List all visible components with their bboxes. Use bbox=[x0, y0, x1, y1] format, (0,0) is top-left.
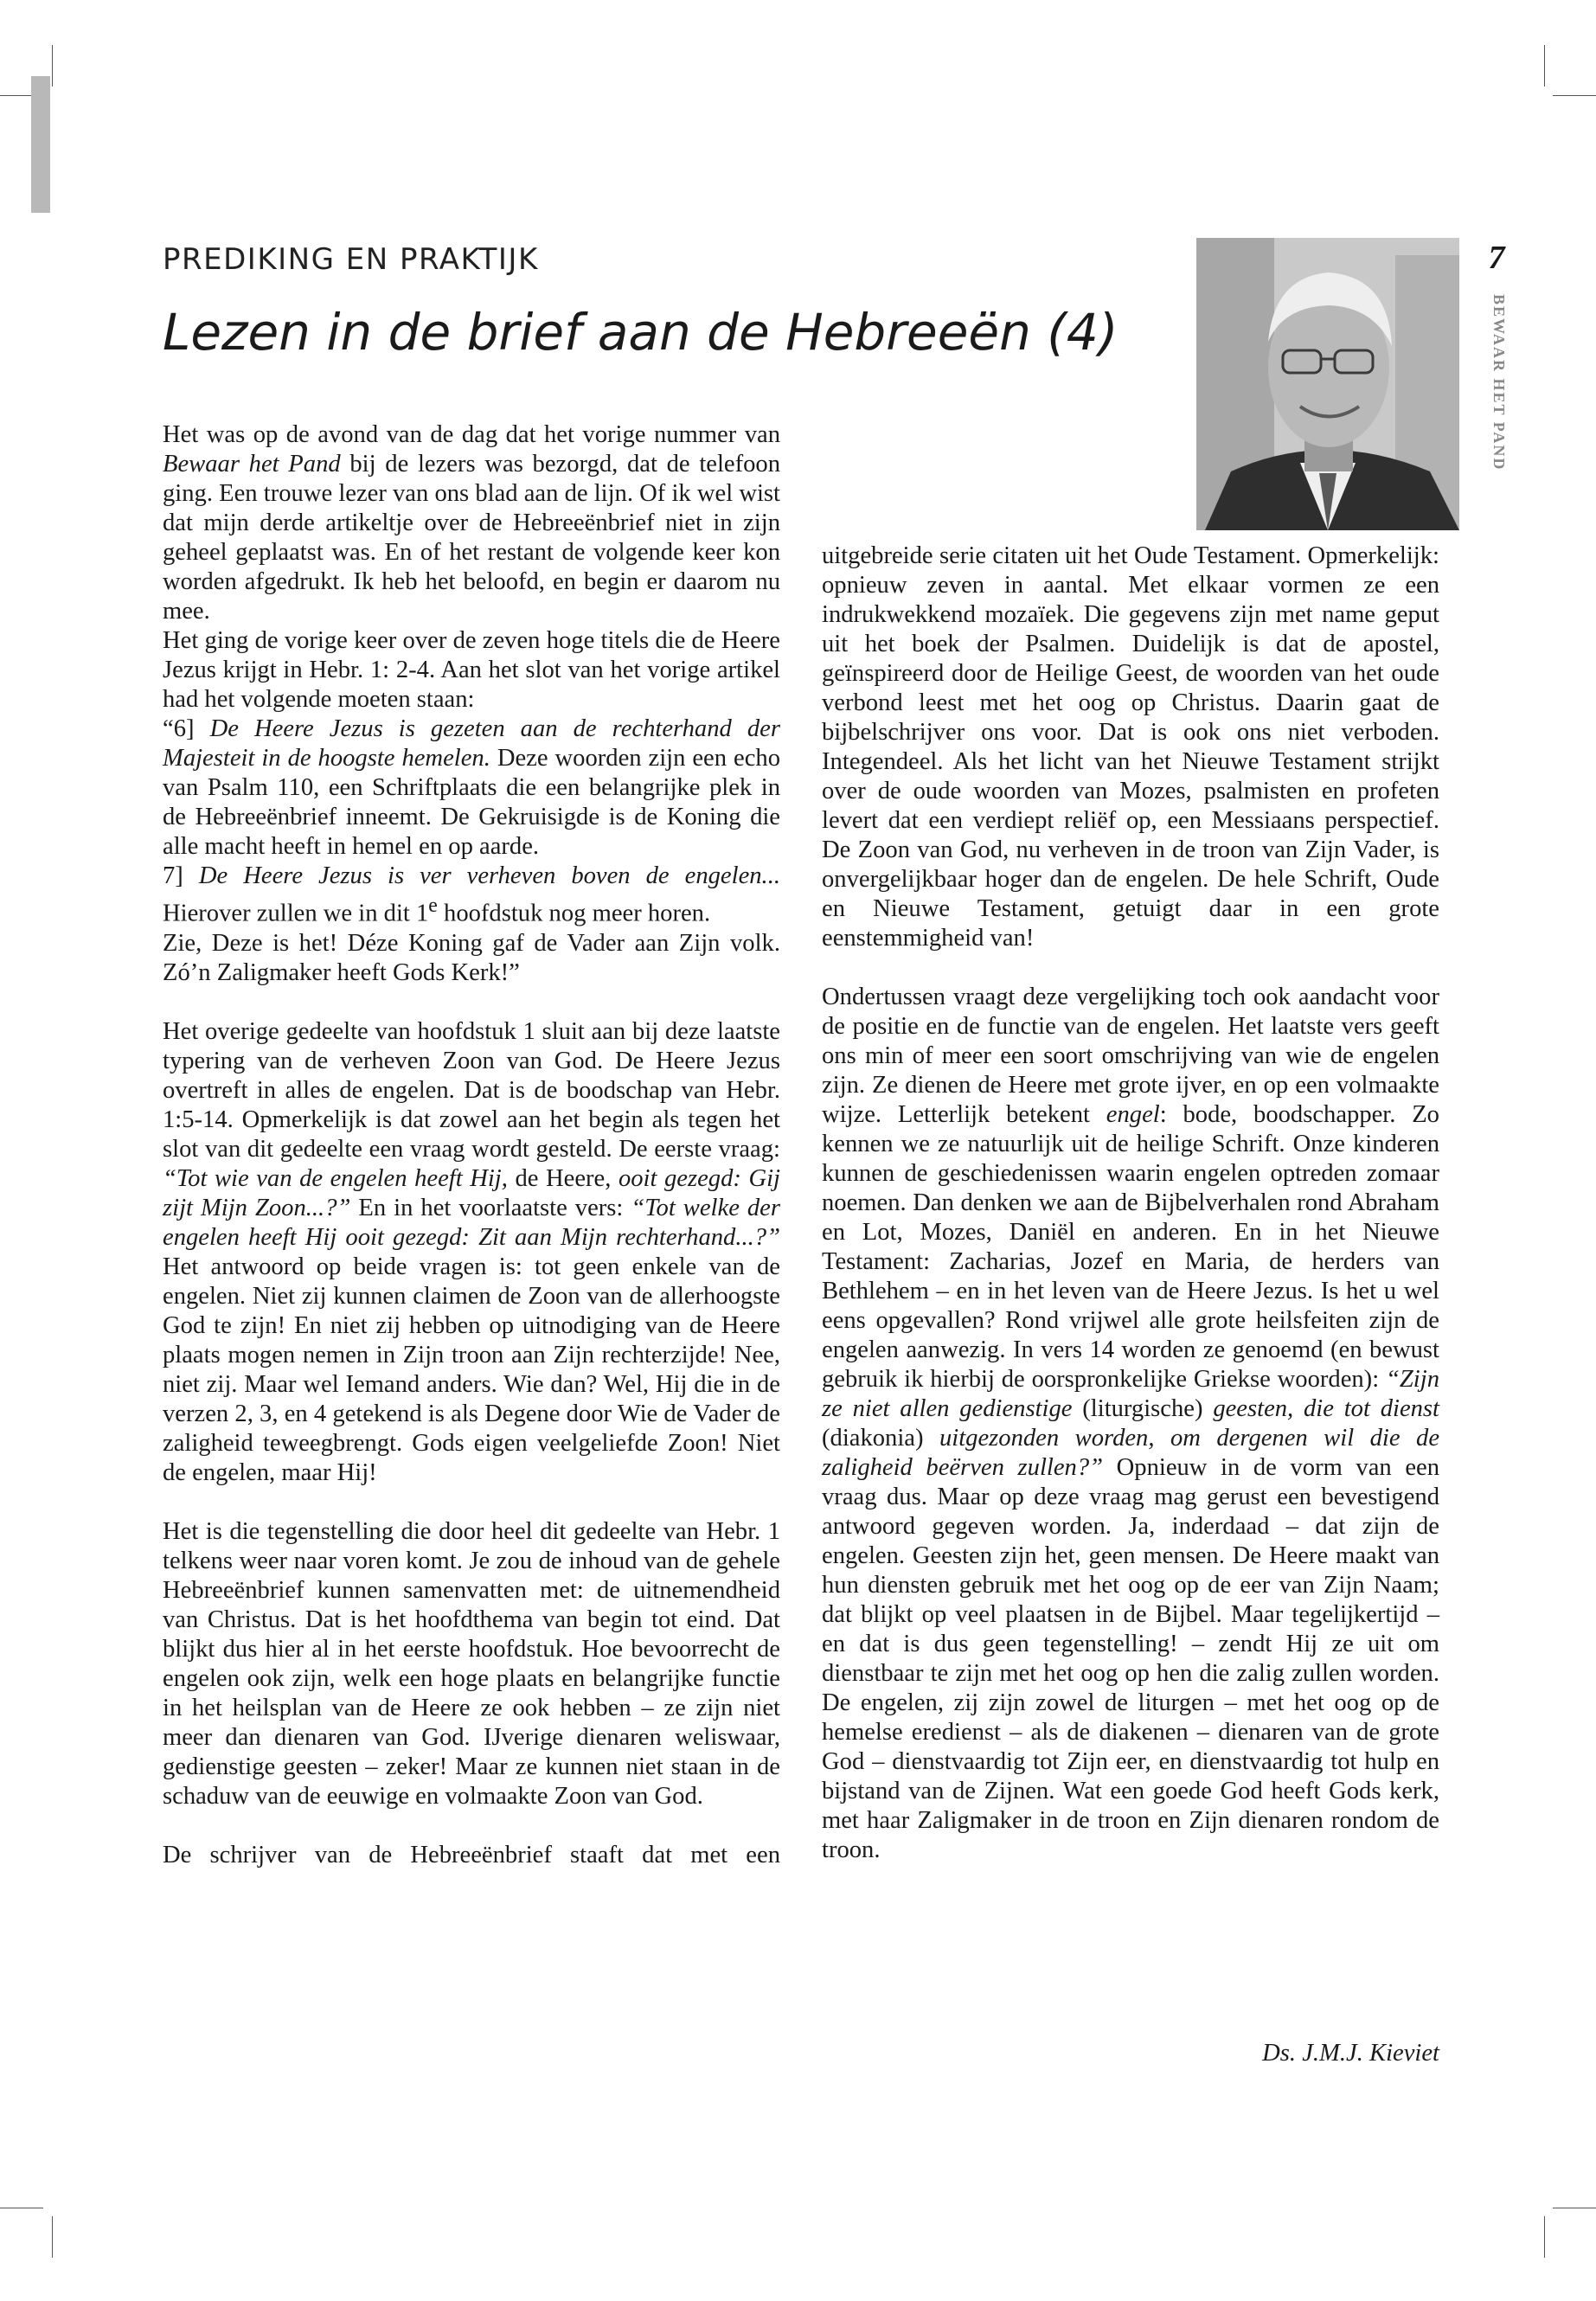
right-column bbox=[822, 542, 1439, 1865]
section-label: PREDIKING EN PRAKTIJK bbox=[163, 242, 539, 277]
crop-mark bbox=[1544, 45, 1545, 87]
paragraph: Zie, Deze is het! Déze Koning gaf de Vader aan Zijn volk. Zó’n Zaligmaker heeft Gods Kerk!” bbox=[163, 929, 780, 986]
crop-mark bbox=[52, 45, 53, 87]
author-portrait-illustration bbox=[1196, 238, 1459, 530]
left-column bbox=[163, 420, 780, 1870]
margin-tab bbox=[31, 76, 50, 213]
article-title: Lezen in de brief aan de Hebreeën (4) bbox=[163, 303, 1118, 362]
paragraph: Het overige gedeelte van hoofdstuk 1 sluit aan bij deze laatste typering van de verheven Zoon van God. De Heere Jezus overtreft in alles de engelen. Dat is de boodschap van Hebr. 1:5-14. Opmerkelijk is dat zowel aan het begin als tegen het slot van dit gedeelte een vraag wordt gesteld. De eerste vraag: “Tot wie van de engelen heeft Hij, de Heere, ooit gezegd: Gij zijt Mijn Zoon...?” En in het voorlaatste vers: “Tot welke der engelen heeft Hij ooit gezegd: Zit aan Mijn rechterhand...?” Het antwoord op beide vragen is: tot geen enkele van de engelen. Niet zij kunnen claimen de Zoon van de allerhoogste God te zijn! En niet zij hebben op uitnodiging van de Heere plaats mogen nemen in Zijn troon aan Zijn rechterzijde! Nee, niet zij. Maar wel Iemand anders. Wie dan? Wel, Hij die in de verzen 2, 3, en 4 getekend is als Degene door Wie de Vader de zaligheid teweegbrengt. Gods eigen veelgeliefde Zoon! Niet de engelen, maar Hij! bbox=[163, 1017, 780, 1486]
crop-mark bbox=[52, 2216, 53, 2258]
paragraph: Het is die tegenstelling die door heel dit gedeelte van Hebr. 1 telkens weer naar voren komt. Je zou de inhoud van de gehele Hebreeënbrief kunnen samenvatten met: de uitnemendheid van Christus. Dat is het hoofdthema van begin tot eind. Dat blijkt dus hier al in het eerste hoofdstuk. Hoe bevoorrecht de engelen ook zijn, welk een hoge plaats en belangrijke functie in het heilsplan van de Heere ze ook hebben – ze zijn niet meer dan dienaren van God. IJverige dienaren weliswaar, gedienstige geesten – zeker! Maar ze kunnen niet staan in de schaduw van de eeuwige en volmaakte Zoon van God. bbox=[163, 1517, 780, 1810]
paragraph: Het ging de vorige keer over de zeven hoge titels die de Heere Jezus krijgt in Hebr. 1: 2-4. Aan het slot van het vorige artikel had het volgende moeten staan: bbox=[163, 627, 780, 713]
author-photo bbox=[1196, 238, 1459, 530]
crop-mark bbox=[1553, 95, 1596, 96]
paragraph: Ondertussen vraagt deze vergelijking toch ook aandacht voor de positie en de functie van de engelen. Het laatste vers geeft ons min of meer een soort omschrijving van wie de engelen zijn. Ze dienen de Heere met grote ijver, en op een volmaakte wijze. Letterlijk betekent engel: bode, boodschapper. Zo kennen we ze natuurlijk uit de heilige Schrift. Onze kinderen kunnen de geschiedenissen waarin engelen optreden zomaar noemen. Dan denken we aan de Bijbelverhalen rond Abraham en Lot, Mozes, Daniël en anderen. En in het Nieuwe Testament: Zacharias, Jozef en Maria, de herders van Bethlehem – en in het leven van de Heere Jezus. Is het u wel eens opgevallen? Rond vrijwel alle grote heilsfeiten zijn de engelen aanwezig. In vers 14 worden ze genoemd (en bewust gebruik ik hierbij de oorspronkelijke Griekse woorden): “Zijn ze niet allen gedienstige (liturgische) geesten, die tot dienst (diakonia) uitgezonden worden, om dergenen wil die de zaligheid beërven zullen?” Opnieuw in de vorm van een vraag dus. Maar op deze vraag mag gerust een bevestigend antwoord gegeven worden. Ja, inderdaad – dat zijn de engelen. Geesten zijn het, geen mensen. De Heere maakt van hun diensten gebruik met het oog op de eer van Zijn Naam; dat blijkt op veel plaatsen in de Bijbel. Maar tegelijkertijd – en dat is dus geen tegenstelling! – zendt Hij ze uit om dienstbaar te zijn met het oog op hen die zalig zullen worden. De engelen, zij zijn zowel de liturgen – met het oog op de hemelse eredienst – als de diakenen – dienaren van de grote God – dienstvaardig tot Zijn eer, en dienstvaardig tot hulp en bijstand van de Zijnen. Wat een goede God heeft Gods kerk, met haar Zaligmaker in de troon en Zijn dienaren rondom de troon. bbox=[822, 984, 1440, 1863]
running-head: BEWAAR HET PAND bbox=[1490, 294, 1508, 471]
author-signature: Ds. J.M.J. Kieviet bbox=[1262, 2040, 1439, 2067]
paragraph: De schrijver van de Hebreeënbrief staaft dat met een bbox=[163, 1841, 780, 1868]
paragraph: uitgebreide serie citaten uit het Oude Testament. Opmerkelijk: opnieuw zeven in aantal. Met elkaar vormen ze een indrukwekkend mozaïek. Die gegevens zijn met name geput uit het boek der Psalmen. Duidelijk is dat de apostel, geïnspireerd door de Heilige Geest, de woorden van het oude verbond leest met het oog op Christus. Daarin gaat de bijbelschrijver ons voor. Dat is ook ons niet verboden. Integendeel. Als het licht van het Nieuwe Testament strijkt over de oude woorden van Mozes, psalmisten en profeten levert dat een verdiept reliëf op, een Messiaans perspectief. De Zoon van God, nu verheven in de troon van Zijn Vader, is onvergelijkbaar hoger dan de engelen. De hele Schrift, Oude en Nieuwe Testament, getuigt daar in een grote eenstemmigheid van! bbox=[822, 542, 1439, 952]
crop-mark bbox=[1544, 2216, 1545, 2258]
paragraph: “6] De Heere Jezus is gezeten aan de rechterhand der Majesteit in de hoogste hemelen. Deze woorden zijn een echo van Psalm 110, een Schriftplaats die een belangrijke plek in de Hebreeënbrief inneemt. De Gekruisigde is de Koning die alle macht heeft in hemel en op aarde. bbox=[163, 715, 780, 860]
paragraph: Het was op de avond van de dag dat het vorige nummer van Bewaar het Pand bij de lezers was bezorgd, dat de telefoon ging. Een trouwe lezer van ons blad aan de lijn. Of ik wel wist dat mijn derde artikeltje over de Hebreeënbrief niet in zijn geheel geplaatst was. En of het restant de volgende keer kon worden afgedrukt. Ik heb het beloofd, en begin er daarom nu mee. bbox=[163, 421, 780, 625]
paragraph: 7] De Heere Jezus is ver verheven boven de engelen... Hierover zullen we in dit 1e hoofdstuk nog meer horen. bbox=[163, 862, 780, 927]
page-number: 7 bbox=[1488, 240, 1505, 276]
